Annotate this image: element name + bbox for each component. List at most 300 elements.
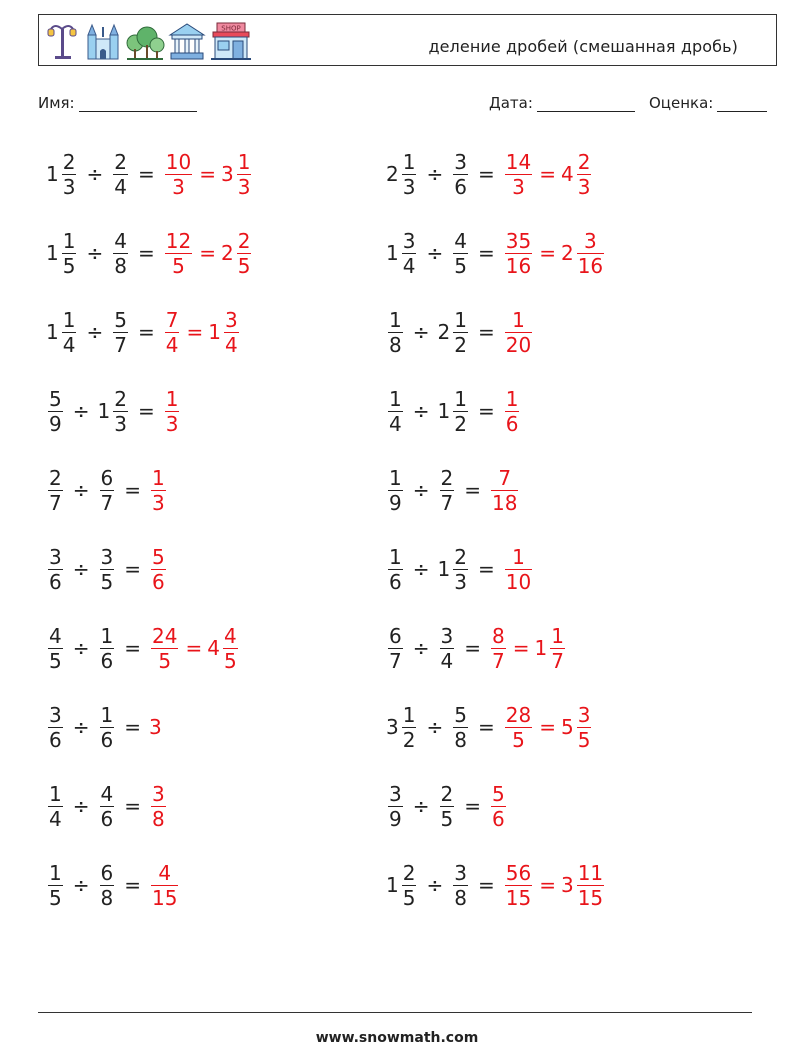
numerator: 5 (114, 307, 127, 332)
operand-b (451, 229, 470, 278)
equals-sign: = (477, 241, 495, 265)
fraction (165, 387, 180, 436)
denominator: 4 (224, 332, 238, 357)
fraction (165, 150, 192, 199)
equals-sign: = (477, 873, 495, 897)
equals-sign: = (124, 715, 141, 739)
denominator: 6 (100, 806, 114, 831)
numerator: 1 (402, 149, 416, 174)
fraction (577, 229, 604, 278)
divide-sign: ÷ (72, 794, 90, 818)
fraction (402, 150, 417, 199)
fraction (440, 466, 455, 515)
denominator: 8 (454, 727, 467, 752)
divide-sign: ÷ (412, 557, 430, 581)
operand-b (438, 782, 457, 831)
answer (149, 782, 168, 831)
equals-sign: = (477, 557, 495, 581)
denominator: 6 (49, 727, 62, 752)
whole-number: 2 (560, 241, 574, 265)
denominator: 7 (114, 332, 127, 357)
numerator: 12 (165, 228, 192, 253)
fraction (388, 782, 403, 831)
operand-a (386, 387, 405, 436)
denominator: 6 (389, 569, 402, 594)
denominator: 3 (165, 411, 179, 436)
fraction (505, 150, 532, 199)
fraction (453, 229, 468, 278)
equals-sign: = (137, 320, 155, 344)
name-blank[interactable] (79, 95, 197, 112)
denominator: 20 (505, 332, 532, 357)
numerator: 3 (100, 544, 114, 569)
numerator: 1 (454, 307, 467, 332)
whole-number: 5 (560, 715, 574, 739)
denominator: 5 (62, 253, 76, 278)
numerator: 4 (114, 228, 127, 253)
problem-row (386, 695, 593, 759)
answer-mixed (221, 229, 253, 278)
answer-mixed (561, 703, 593, 752)
shop-sign-text: SHOP (221, 24, 241, 33)
fraction (62, 150, 77, 199)
numerator: 28 (505, 702, 532, 727)
fraction (440, 782, 455, 831)
divide-sign: ÷ (426, 715, 444, 739)
fraction (550, 624, 565, 673)
numerator: 11 (577, 860, 604, 885)
problem-row (46, 379, 181, 443)
fraction (453, 308, 468, 357)
answer-improper (489, 466, 520, 515)
fraction (151, 782, 166, 831)
problem-row (46, 300, 241, 364)
numerator: 3 (402, 228, 416, 253)
fraction (113, 150, 128, 199)
fraction (100, 861, 115, 910)
equals-sign: = (137, 241, 155, 265)
denominator: 2 (454, 411, 467, 436)
denominator: 4 (114, 174, 127, 199)
divide-sign: ÷ (412, 320, 430, 344)
equals-sign: = (477, 162, 495, 186)
answer-improper (163, 387, 182, 436)
answer (149, 466, 168, 515)
answer-equals-sign: = (186, 320, 204, 344)
denominator: 4 (440, 648, 454, 673)
whole-number: 1 (437, 399, 451, 423)
numerator: 2 (237, 228, 251, 253)
street-lamp-icon (45, 21, 81, 61)
numerator: 1 (512, 307, 525, 332)
date-blank[interactable] (537, 95, 635, 112)
numerator: 14 (505, 149, 532, 174)
denominator: 5 (223, 648, 237, 673)
answer (489, 624, 567, 673)
operand-b (98, 387, 130, 436)
denominator: 8 (389, 332, 402, 357)
equals-sign: = (464, 794, 481, 818)
equals-sign: = (137, 162, 155, 186)
denominator: 8 (100, 885, 114, 910)
operand-b (451, 861, 470, 910)
numerator: 1 (389, 544, 402, 569)
fraction (48, 466, 63, 515)
numerator: 5 (454, 702, 467, 727)
fraction (237, 150, 252, 199)
problem-row (46, 616, 240, 680)
numerator: 3 (440, 623, 454, 648)
operand-a (46, 861, 65, 910)
denominator: 3 (512, 174, 525, 199)
fraction (388, 387, 403, 436)
fraction (113, 387, 128, 436)
denominator: 15 (577, 885, 604, 910)
denominator: 5 (49, 648, 62, 673)
fraction (151, 545, 166, 594)
answer (503, 150, 594, 199)
divide-sign: ÷ (426, 162, 444, 186)
answer (503, 387, 522, 436)
answer-improper (149, 624, 180, 673)
numerator: 7 (498, 465, 512, 490)
problem-row (386, 379, 521, 443)
fraction (165, 229, 192, 278)
answer-improper (149, 782, 168, 831)
church-icon (84, 21, 122, 61)
operand-a (386, 861, 418, 910)
numerator: 6 (389, 623, 402, 648)
numerator: 1 (62, 307, 76, 332)
whole-number: 2 (437, 320, 451, 344)
fraction (165, 308, 180, 357)
fraction (100, 466, 115, 515)
answer-mixed (221, 150, 253, 199)
numerator: 2 (114, 149, 127, 174)
answer (163, 229, 254, 278)
operand-b (438, 545, 470, 594)
fraction (577, 861, 604, 910)
operand-a (386, 703, 418, 752)
operand-a (46, 466, 65, 515)
denominator: 16 (577, 253, 604, 278)
name-field[interactable] (38, 94, 197, 112)
divide-sign: ÷ (72, 399, 90, 423)
operand-a (46, 229, 78, 278)
problem-row (46, 853, 180, 917)
numerator: 5 (49, 386, 62, 411)
answer-improper (163, 229, 194, 278)
divide-sign: ÷ (72, 873, 90, 897)
equals-sign: = (124, 557, 141, 581)
answer-improper (503, 229, 534, 278)
answer-mixed (561, 150, 593, 199)
denominator: 4 (165, 332, 179, 357)
answer (503, 861, 606, 910)
denominator: 5 (172, 253, 185, 278)
fraction (48, 545, 63, 594)
fraction (453, 861, 468, 910)
numerator: 2 (577, 149, 591, 174)
denominator: 6 (152, 569, 165, 594)
answer-equals-sign: = (539, 715, 556, 739)
denominator: 4 (389, 411, 402, 436)
fraction (113, 229, 128, 278)
numerator: 1 (49, 860, 62, 885)
grade-label: Оценка: (649, 94, 714, 112)
denominator: 5 (402, 885, 416, 910)
denominator: 3 (577, 174, 591, 199)
numerator: 1 (100, 702, 114, 727)
fraction (388, 624, 403, 673)
operand-a (386, 150, 418, 199)
fraction (577, 150, 592, 199)
fraction (62, 308, 77, 357)
divide-sign: ÷ (426, 873, 444, 897)
whole-number: 4 (207, 636, 220, 660)
denominator: 9 (389, 490, 402, 515)
operand-a (46, 782, 65, 831)
answer-improper (503, 387, 522, 436)
operand-b (438, 387, 470, 436)
answer (163, 387, 182, 436)
problem-row (386, 142, 593, 206)
whole-number: 2 (220, 241, 234, 265)
operand-a (46, 387, 65, 436)
numerator: 1 (237, 149, 251, 174)
whole-number: 3 (560, 873, 574, 897)
answer (163, 308, 241, 357)
denominator: 7 (389, 648, 402, 673)
numerator: 1 (551, 623, 564, 648)
operand-b (98, 703, 117, 752)
denominator: 15 (505, 885, 532, 910)
numerator: 10 (165, 149, 192, 174)
answer-improper (489, 624, 508, 673)
numerator: 2 (440, 781, 454, 806)
answer-improper (503, 150, 534, 199)
operand-b (451, 150, 470, 199)
numerator: 3 (389, 781, 402, 806)
fraction (151, 624, 178, 673)
worksheet-title: деление дробей (смешанная дробь) (428, 37, 738, 56)
fraction (505, 861, 532, 910)
whole-number: 3 (220, 162, 234, 186)
numerator: 1 (454, 386, 467, 411)
answer-mixed (535, 624, 567, 673)
denominator: 5 (454, 253, 467, 278)
answer-equals-sign: = (512, 636, 530, 660)
fraction (505, 703, 532, 752)
whole-number: 1 (46, 241, 59, 265)
divide-sign: ÷ (72, 636, 90, 660)
fraction (388, 545, 403, 594)
whole-number: 1 (97, 399, 111, 423)
name-label: Имя: (38, 94, 75, 112)
worksheet-header (38, 14, 777, 66)
answer-improper (503, 545, 534, 594)
denominator: 3 (454, 569, 467, 594)
numerator: 2 (62, 149, 76, 174)
problem-row (386, 458, 520, 522)
header-icons (45, 21, 253, 61)
numerator: 1 (165, 386, 179, 411)
answer-equals-sign: = (199, 241, 216, 265)
denominator: 5 (577, 727, 591, 752)
problem-row (46, 142, 253, 206)
denominator: 3 (152, 490, 165, 515)
fraction (113, 308, 128, 357)
grade-field[interactable] (649, 94, 767, 112)
operand-a (386, 308, 405, 357)
operand-b (111, 150, 130, 199)
operand-a (386, 782, 405, 831)
numerator: 1 (512, 544, 525, 569)
fraction (48, 861, 63, 910)
problem-row (46, 537, 168, 601)
answer-improper (163, 150, 194, 199)
operand-b (98, 861, 117, 910)
numerator: 5 (152, 544, 165, 569)
answer-mixed (207, 624, 239, 673)
numerator: 4 (158, 860, 172, 885)
fraction (453, 387, 468, 436)
answer-mixed (561, 229, 606, 278)
denominator: 9 (389, 806, 402, 831)
footer-divider (38, 1012, 752, 1013)
denominator: 3 (237, 174, 251, 199)
operand-a (46, 545, 65, 594)
divide-sign: ÷ (412, 636, 430, 660)
denominator: 6 (492, 806, 505, 831)
answer (503, 703, 594, 752)
fraction (151, 466, 166, 515)
numerator: 6 (100, 860, 114, 885)
denominator: 5 (49, 885, 62, 910)
answer-improper (149, 466, 168, 515)
denominator: 2 (402, 727, 416, 752)
numerator: 3 (454, 860, 467, 885)
answer (503, 229, 606, 278)
date-field[interactable] (489, 94, 635, 112)
divide-sign: ÷ (86, 320, 104, 344)
problem-row (386, 221, 606, 285)
footer-url: www.snowmath.com (315, 1030, 479, 1046)
fraction (151, 861, 178, 910)
answer (163, 150, 254, 199)
fraction (48, 703, 63, 752)
problem-row (386, 616, 567, 680)
fraction (402, 861, 417, 910)
operand-b (438, 308, 470, 357)
fraction (48, 387, 63, 436)
whole-number: 1 (386, 873, 399, 897)
answer-improper (149, 861, 180, 910)
operand-b (98, 545, 117, 594)
answer (489, 466, 520, 515)
operand-a (46, 703, 65, 752)
fraction (100, 782, 115, 831)
fraction (388, 466, 403, 515)
numerator: 2 (114, 386, 127, 411)
numerator: 1 (389, 465, 402, 490)
denominator: 3 (402, 174, 416, 199)
whole-number: 4 (560, 162, 574, 186)
denominator: 10 (505, 569, 532, 594)
numerator: 3 (577, 702, 591, 727)
operand-a (386, 229, 418, 278)
fraction (388, 308, 403, 357)
answer-equals-sign: = (199, 162, 216, 186)
divide-sign: ÷ (72, 715, 90, 739)
whole-number: 1 (386, 241, 399, 265)
denominator: 8 (454, 885, 467, 910)
divide-sign: ÷ (412, 478, 430, 502)
numerator: 5 (492, 781, 505, 806)
answer-improper (149, 715, 163, 739)
answer (149, 715, 163, 739)
problem-row (46, 774, 168, 838)
answer (503, 545, 534, 594)
operand-b (98, 624, 117, 673)
equals-sign: = (477, 399, 495, 423)
fraction (453, 150, 468, 199)
denominator: 7 (100, 490, 114, 515)
numerator: 8 (492, 623, 505, 648)
numerator: 7 (165, 307, 179, 332)
denominator: 7 (551, 648, 564, 673)
fraction (100, 624, 115, 673)
divide-sign: ÷ (72, 478, 90, 502)
denominator: 5 (440, 806, 454, 831)
problem-row (386, 853, 606, 917)
operand-a (386, 545, 405, 594)
numerator: 1 (62, 228, 76, 253)
problem-row (386, 537, 534, 601)
denominator: 6 (505, 411, 519, 436)
grade-blank[interactable] (717, 95, 767, 112)
numerator: 2 (454, 544, 467, 569)
numerator: 6 (100, 465, 114, 490)
numerator: 1 (389, 386, 402, 411)
fraction (223, 624, 238, 673)
denominator: 6 (100, 648, 114, 673)
equals-sign: = (477, 715, 495, 739)
answer (149, 545, 168, 594)
answer-improper (503, 861, 534, 910)
fraction (100, 703, 115, 752)
denominator: 7 (49, 490, 62, 515)
trees-icon (125, 21, 165, 61)
whole-number: 1 (534, 636, 548, 660)
whole-number: 1 (437, 557, 451, 581)
whole-number: 1 (208, 320, 221, 344)
denominator: 2 (454, 332, 467, 357)
numerator: 1 (152, 465, 165, 490)
answer-improper (489, 782, 508, 831)
fraction (491, 466, 518, 515)
equals-sign: = (477, 320, 495, 344)
numerator: 3 (49, 702, 62, 727)
answer-improper (163, 308, 182, 357)
denominator: 5 (512, 727, 525, 752)
equals-sign: = (137, 399, 155, 423)
equals-sign: = (464, 478, 481, 502)
fraction (402, 703, 417, 752)
numerator: 1 (402, 702, 416, 727)
fraction (48, 624, 63, 673)
numerator: 4 (454, 228, 467, 253)
